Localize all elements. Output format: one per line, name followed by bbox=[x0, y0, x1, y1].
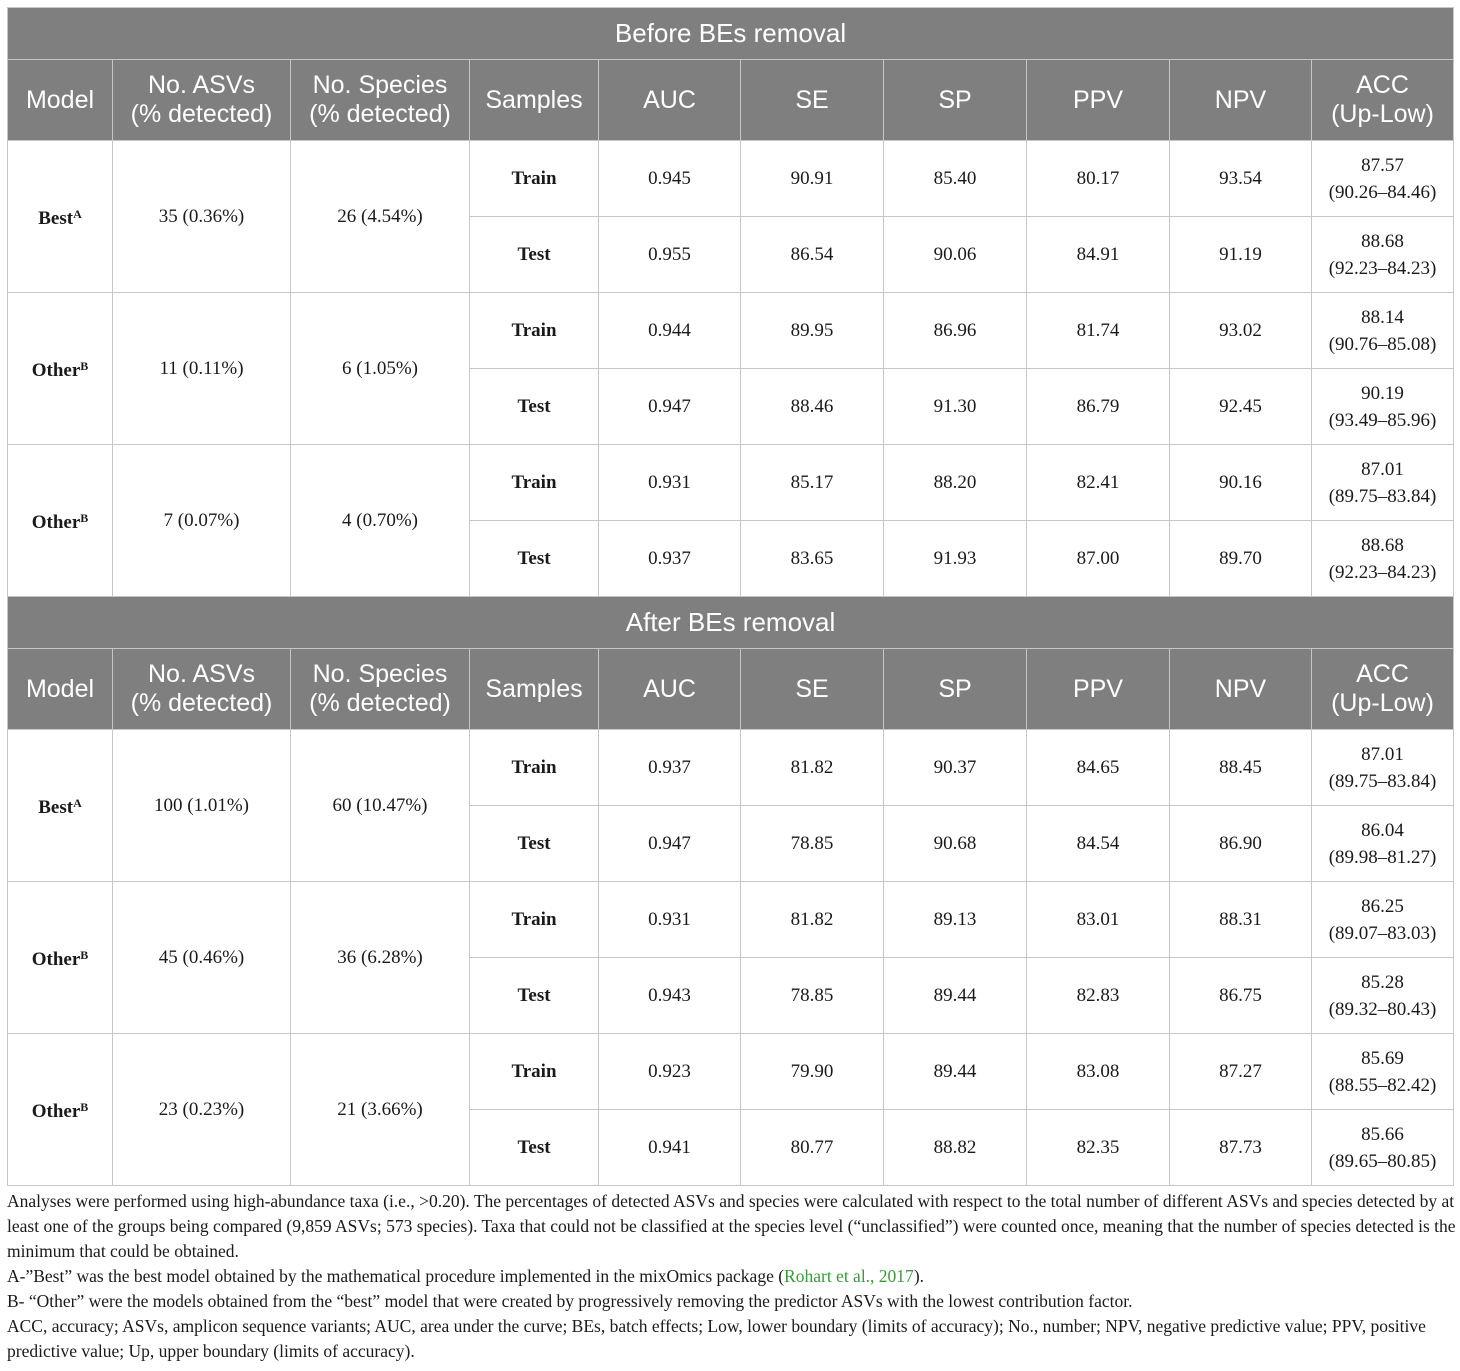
acc-cell bbox=[1312, 882, 1454, 958]
sample-cell: Train bbox=[470, 445, 599, 521]
model-name bbox=[8, 730, 113, 882]
column-header-line: (% detected) bbox=[130, 689, 273, 717]
species-cell: 21 (3.66%) bbox=[291, 1034, 470, 1186]
footnote-analyses: Analyses were performed using high-abundance taxa (i.e., >0.20). The percentages of detected ASVs and species were calculated with respect to the total number of different ASVs and species detected by at least one of the groups being compared (9,859 ASVs; 573 species). Taxa that could not be classified at the species level (“unclassified”) were counted once, meaning that the number of species detected is the minimum that could be obtained. bbox=[7, 1191, 1456, 1261]
acc-value: 87.01 bbox=[1361, 743, 1404, 765]
table-row bbox=[8, 882, 1454, 958]
ppv-cell: 80.17 bbox=[1027, 141, 1170, 217]
ppv-cell: 83.08 bbox=[1027, 1034, 1170, 1110]
acc-value: 85.69 bbox=[1361, 1047, 1404, 1069]
sp-cell: 85.40 bbox=[884, 141, 1027, 217]
sp-cell: 86.96 bbox=[884, 293, 1027, 369]
npv-cell: 88.45 bbox=[1170, 730, 1312, 806]
acc-cell bbox=[1312, 730, 1454, 806]
ppv-cell: 82.35 bbox=[1027, 1110, 1170, 1186]
model-superscript: B bbox=[80, 511, 89, 525]
asvs-cell: 100 (1.01%) bbox=[113, 730, 291, 882]
auc-cell: 0.947 bbox=[599, 369, 741, 445]
acc-cell bbox=[1312, 806, 1454, 882]
ppv-cell: 81.74 bbox=[1027, 293, 1170, 369]
column-header bbox=[1170, 60, 1312, 141]
column-header-line: SE bbox=[795, 674, 829, 703]
auc-cell: 0.937 bbox=[599, 521, 741, 597]
sample-cell: Test bbox=[470, 1110, 599, 1186]
acc-range: (89.75–83.84) bbox=[1328, 485, 1437, 507]
column-header bbox=[470, 649, 599, 730]
ppv-cell: 86.79 bbox=[1027, 369, 1170, 445]
acc-cell bbox=[1312, 958, 1454, 1034]
table-footnotes bbox=[7, 1189, 1457, 1364]
se-cell: 85.17 bbox=[741, 445, 884, 521]
species-cell: 60 (10.47%) bbox=[291, 730, 470, 882]
column-header bbox=[8, 60, 113, 141]
table-row bbox=[8, 730, 1454, 806]
sp-cell: 88.82 bbox=[884, 1110, 1027, 1186]
acc-range: (89.07–83.03) bbox=[1328, 922, 1437, 944]
column-header-line: (Up-Low) bbox=[1331, 689, 1434, 717]
asvs-cell: 11 (0.11%) bbox=[113, 293, 291, 445]
section-header-row bbox=[8, 8, 1454, 60]
model-superscript: B bbox=[80, 359, 89, 373]
npv-cell: 90.16 bbox=[1170, 445, 1312, 521]
results-table bbox=[7, 7, 1454, 1186]
se-cell: 86.54 bbox=[741, 217, 884, 293]
acc-value: 88.68 bbox=[1361, 534, 1404, 556]
sp-cell: 91.30 bbox=[884, 369, 1027, 445]
column-header bbox=[1312, 60, 1454, 141]
model-name bbox=[8, 445, 113, 597]
acc-range: (88.55–82.42) bbox=[1328, 1074, 1437, 1096]
column-header-line: (Up-Low) bbox=[1331, 100, 1434, 128]
column-header bbox=[599, 60, 741, 141]
species-cell: 6 (1.05%) bbox=[291, 293, 470, 445]
sample-cell: Train bbox=[470, 1034, 599, 1110]
acc-value: 85.66 bbox=[1361, 1123, 1404, 1145]
acc-cell bbox=[1312, 217, 1454, 293]
npv-cell: 89.70 bbox=[1170, 521, 1312, 597]
se-cell: 79.90 bbox=[741, 1034, 884, 1110]
acc-value: 86.04 bbox=[1361, 819, 1404, 841]
column-header bbox=[291, 60, 470, 141]
acc-range: (92.23–84.23) bbox=[1328, 561, 1437, 583]
species-cell: 26 (4.54%) bbox=[291, 141, 470, 293]
column-header bbox=[113, 60, 291, 141]
model-name-text: Best bbox=[38, 208, 74, 229]
npv-cell: 93.02 bbox=[1170, 293, 1312, 369]
acc-range: (89.65–80.85) bbox=[1328, 1150, 1437, 1172]
column-header-line: (% detected) bbox=[130, 100, 273, 128]
acc-cell bbox=[1312, 445, 1454, 521]
sample-cell: Test bbox=[470, 217, 599, 293]
acc-range: (90.26–84.46) bbox=[1328, 181, 1437, 203]
ppv-cell: 84.54 bbox=[1027, 806, 1170, 882]
se-cell: 78.85 bbox=[741, 958, 884, 1034]
asvs-cell: 7 (0.07%) bbox=[113, 445, 291, 597]
column-header bbox=[599, 649, 741, 730]
table-row bbox=[8, 293, 1454, 369]
sample-cell: Test bbox=[470, 369, 599, 445]
npv-cell: 86.90 bbox=[1170, 806, 1312, 882]
acc-cell bbox=[1312, 141, 1454, 217]
column-header-line: PPV bbox=[1072, 85, 1124, 114]
citation-link[interactable]: Rohart et al., 2017 bbox=[784, 1266, 914, 1286]
model-superscript: B bbox=[80, 1100, 89, 1114]
model-name bbox=[8, 1034, 113, 1186]
ppv-cell: 87.00 bbox=[1027, 521, 1170, 597]
npv-cell: 87.27 bbox=[1170, 1034, 1312, 1110]
sp-cell: 90.37 bbox=[884, 730, 1027, 806]
column-header-row bbox=[8, 649, 1454, 730]
sp-cell: 89.44 bbox=[884, 958, 1027, 1034]
table-row bbox=[8, 141, 1454, 217]
table-row bbox=[8, 1034, 1454, 1110]
table-row bbox=[8, 445, 1454, 521]
column-header-line: No. Species bbox=[312, 71, 448, 99]
model-name-text: Other bbox=[31, 949, 81, 970]
column-header bbox=[884, 649, 1027, 730]
column-header-line: AUC bbox=[643, 85, 696, 114]
auc-cell: 0.943 bbox=[599, 958, 741, 1034]
acc-range: (90.76–85.08) bbox=[1328, 333, 1437, 355]
ppv-cell: 82.41 bbox=[1027, 445, 1170, 521]
column-header-line: Samples bbox=[485, 85, 583, 114]
npv-cell: 92.45 bbox=[1170, 369, 1312, 445]
model-superscript: A bbox=[73, 796, 82, 810]
acc-value: 87.01 bbox=[1361, 458, 1404, 480]
auc-cell: 0.947 bbox=[599, 806, 741, 882]
auc-cell: 0.955 bbox=[599, 217, 741, 293]
column-header bbox=[470, 60, 599, 141]
se-cell: 89.95 bbox=[741, 293, 884, 369]
asvs-cell: 45 (0.46%) bbox=[113, 882, 291, 1034]
column-header-row bbox=[8, 60, 1454, 141]
column-header-line: (% detected) bbox=[309, 100, 451, 128]
ppv-cell: 82.83 bbox=[1027, 958, 1170, 1034]
acc-value: 86.25 bbox=[1361, 895, 1404, 917]
footnote-b: B- “Other” were the models obtained from the “best” model that were created by progressively removing the predictor ASVs with the lowest contribution factor. bbox=[7, 1291, 1133, 1311]
column-header bbox=[8, 649, 113, 730]
ppv-cell: 84.91 bbox=[1027, 217, 1170, 293]
sp-cell: 89.13 bbox=[884, 882, 1027, 958]
model-name-text: Other bbox=[31, 360, 81, 381]
ppv-cell: 84.65 bbox=[1027, 730, 1170, 806]
auc-cell: 0.945 bbox=[599, 141, 741, 217]
sample-cell: Test bbox=[470, 521, 599, 597]
column-header-line: NPV bbox=[1214, 85, 1267, 114]
acc-value: 88.14 bbox=[1361, 306, 1404, 328]
model-name-text: Best bbox=[38, 797, 74, 818]
section-title: After BEs removal bbox=[8, 597, 1454, 649]
column-header-line: Model bbox=[25, 674, 95, 703]
model-name bbox=[8, 882, 113, 1034]
column-header-line: SE bbox=[795, 85, 829, 114]
model-name-text: Other bbox=[31, 1101, 81, 1122]
column-header-line: Model bbox=[25, 85, 95, 114]
asvs-cell: 23 (0.23%) bbox=[113, 1034, 291, 1186]
npv-cell: 87.73 bbox=[1170, 1110, 1312, 1186]
se-cell: 88.46 bbox=[741, 369, 884, 445]
sample-cell: Train bbox=[470, 293, 599, 369]
column-header-line: No. Species bbox=[312, 660, 448, 688]
auc-cell: 0.944 bbox=[599, 293, 741, 369]
model-name bbox=[8, 141, 113, 293]
model-name-text: Other bbox=[31, 512, 81, 533]
model-name bbox=[8, 293, 113, 445]
section-header-row bbox=[8, 597, 1454, 649]
column-header-line: No. ASVs bbox=[148, 71, 255, 99]
acc-value: 85.28 bbox=[1361, 971, 1404, 993]
se-cell: 81.82 bbox=[741, 730, 884, 806]
column-header-line: No. ASVs bbox=[148, 660, 255, 688]
column-header bbox=[1312, 649, 1454, 730]
section-title: Before BEs removal bbox=[8, 8, 1454, 60]
column-header-line: ACC bbox=[1356, 71, 1409, 99]
column-header bbox=[741, 649, 884, 730]
acc-cell bbox=[1312, 521, 1454, 597]
npv-cell: 91.19 bbox=[1170, 217, 1312, 293]
acc-cell bbox=[1312, 293, 1454, 369]
sp-cell: 89.44 bbox=[884, 1034, 1027, 1110]
acc-value: 90.19 bbox=[1361, 382, 1404, 404]
species-cell: 36 (6.28%) bbox=[291, 882, 470, 1034]
column-header-line: SP bbox=[938, 674, 972, 703]
auc-cell: 0.931 bbox=[599, 882, 741, 958]
acc-range: (89.75–83.84) bbox=[1328, 770, 1437, 792]
se-cell: 80.77 bbox=[741, 1110, 884, 1186]
acc-range: (92.23–84.23) bbox=[1328, 257, 1437, 279]
column-header-line: ACC bbox=[1356, 660, 1409, 688]
footnote-abbreviations: ACC, accuracy; ASVs, amplicon sequence variants; AUC, area under the curve; BEs, batch effects; Low, lower boundary (limits of accuracy); No., number; NPV, negative predictive value; PPV, positive predictive value; Up, upper boundary (limits of accuracy). bbox=[7, 1316, 1426, 1361]
column-header bbox=[884, 60, 1027, 141]
sp-cell: 91.93 bbox=[884, 521, 1027, 597]
auc-cell: 0.923 bbox=[599, 1034, 741, 1110]
acc-cell bbox=[1312, 1110, 1454, 1186]
column-header bbox=[1170, 649, 1312, 730]
acc-cell bbox=[1312, 369, 1454, 445]
auc-cell: 0.937 bbox=[599, 730, 741, 806]
sp-cell: 90.06 bbox=[884, 217, 1027, 293]
sp-cell: 88.20 bbox=[884, 445, 1027, 521]
model-superscript: A bbox=[73, 207, 82, 221]
npv-cell: 93.54 bbox=[1170, 141, 1312, 217]
sample-cell: Train bbox=[470, 730, 599, 806]
npv-cell: 86.75 bbox=[1170, 958, 1312, 1034]
se-cell: 83.65 bbox=[741, 521, 884, 597]
se-cell: 78.85 bbox=[741, 806, 884, 882]
column-header bbox=[1027, 60, 1170, 141]
column-header-line: SP bbox=[938, 85, 972, 114]
sample-cell: Train bbox=[470, 882, 599, 958]
column-header bbox=[741, 60, 884, 141]
auc-cell: 0.931 bbox=[599, 445, 741, 521]
column-header-line: NPV bbox=[1214, 674, 1267, 703]
sample-cell: Test bbox=[470, 958, 599, 1034]
se-cell: 90.91 bbox=[741, 141, 884, 217]
ppv-cell: 83.01 bbox=[1027, 882, 1170, 958]
sample-cell: Train bbox=[470, 141, 599, 217]
acc-range: (89.32–80.43) bbox=[1328, 998, 1437, 1020]
acc-cell bbox=[1312, 1034, 1454, 1110]
acc-range: (93.49–85.96) bbox=[1328, 409, 1437, 431]
acc-value: 88.68 bbox=[1361, 230, 1404, 252]
model-superscript: B bbox=[80, 948, 89, 962]
asvs-cell: 35 (0.36%) bbox=[113, 141, 291, 293]
sample-cell: Test bbox=[470, 806, 599, 882]
column-header bbox=[1027, 649, 1170, 730]
species-cell: 4 (0.70%) bbox=[291, 445, 470, 597]
column-header-line: AUC bbox=[643, 674, 696, 703]
column-header-line: (% detected) bbox=[309, 689, 451, 717]
acc-value: 87.57 bbox=[1361, 154, 1404, 176]
sp-cell: 90.68 bbox=[884, 806, 1027, 882]
auc-cell: 0.941 bbox=[599, 1110, 741, 1186]
column-header-line: Samples bbox=[485, 674, 583, 703]
se-cell: 81.82 bbox=[741, 882, 884, 958]
column-header-line: PPV bbox=[1072, 674, 1124, 703]
acc-range: (89.98–81.27) bbox=[1328, 846, 1437, 868]
column-header bbox=[291, 649, 470, 730]
footnote-a: A-”Best” was the best model obtained by the mathematical procedure implemented in the mixOmics package (Rohart et al., 2017). bbox=[7, 1266, 925, 1286]
npv-cell: 88.31 bbox=[1170, 882, 1312, 958]
column-header bbox=[113, 649, 291, 730]
